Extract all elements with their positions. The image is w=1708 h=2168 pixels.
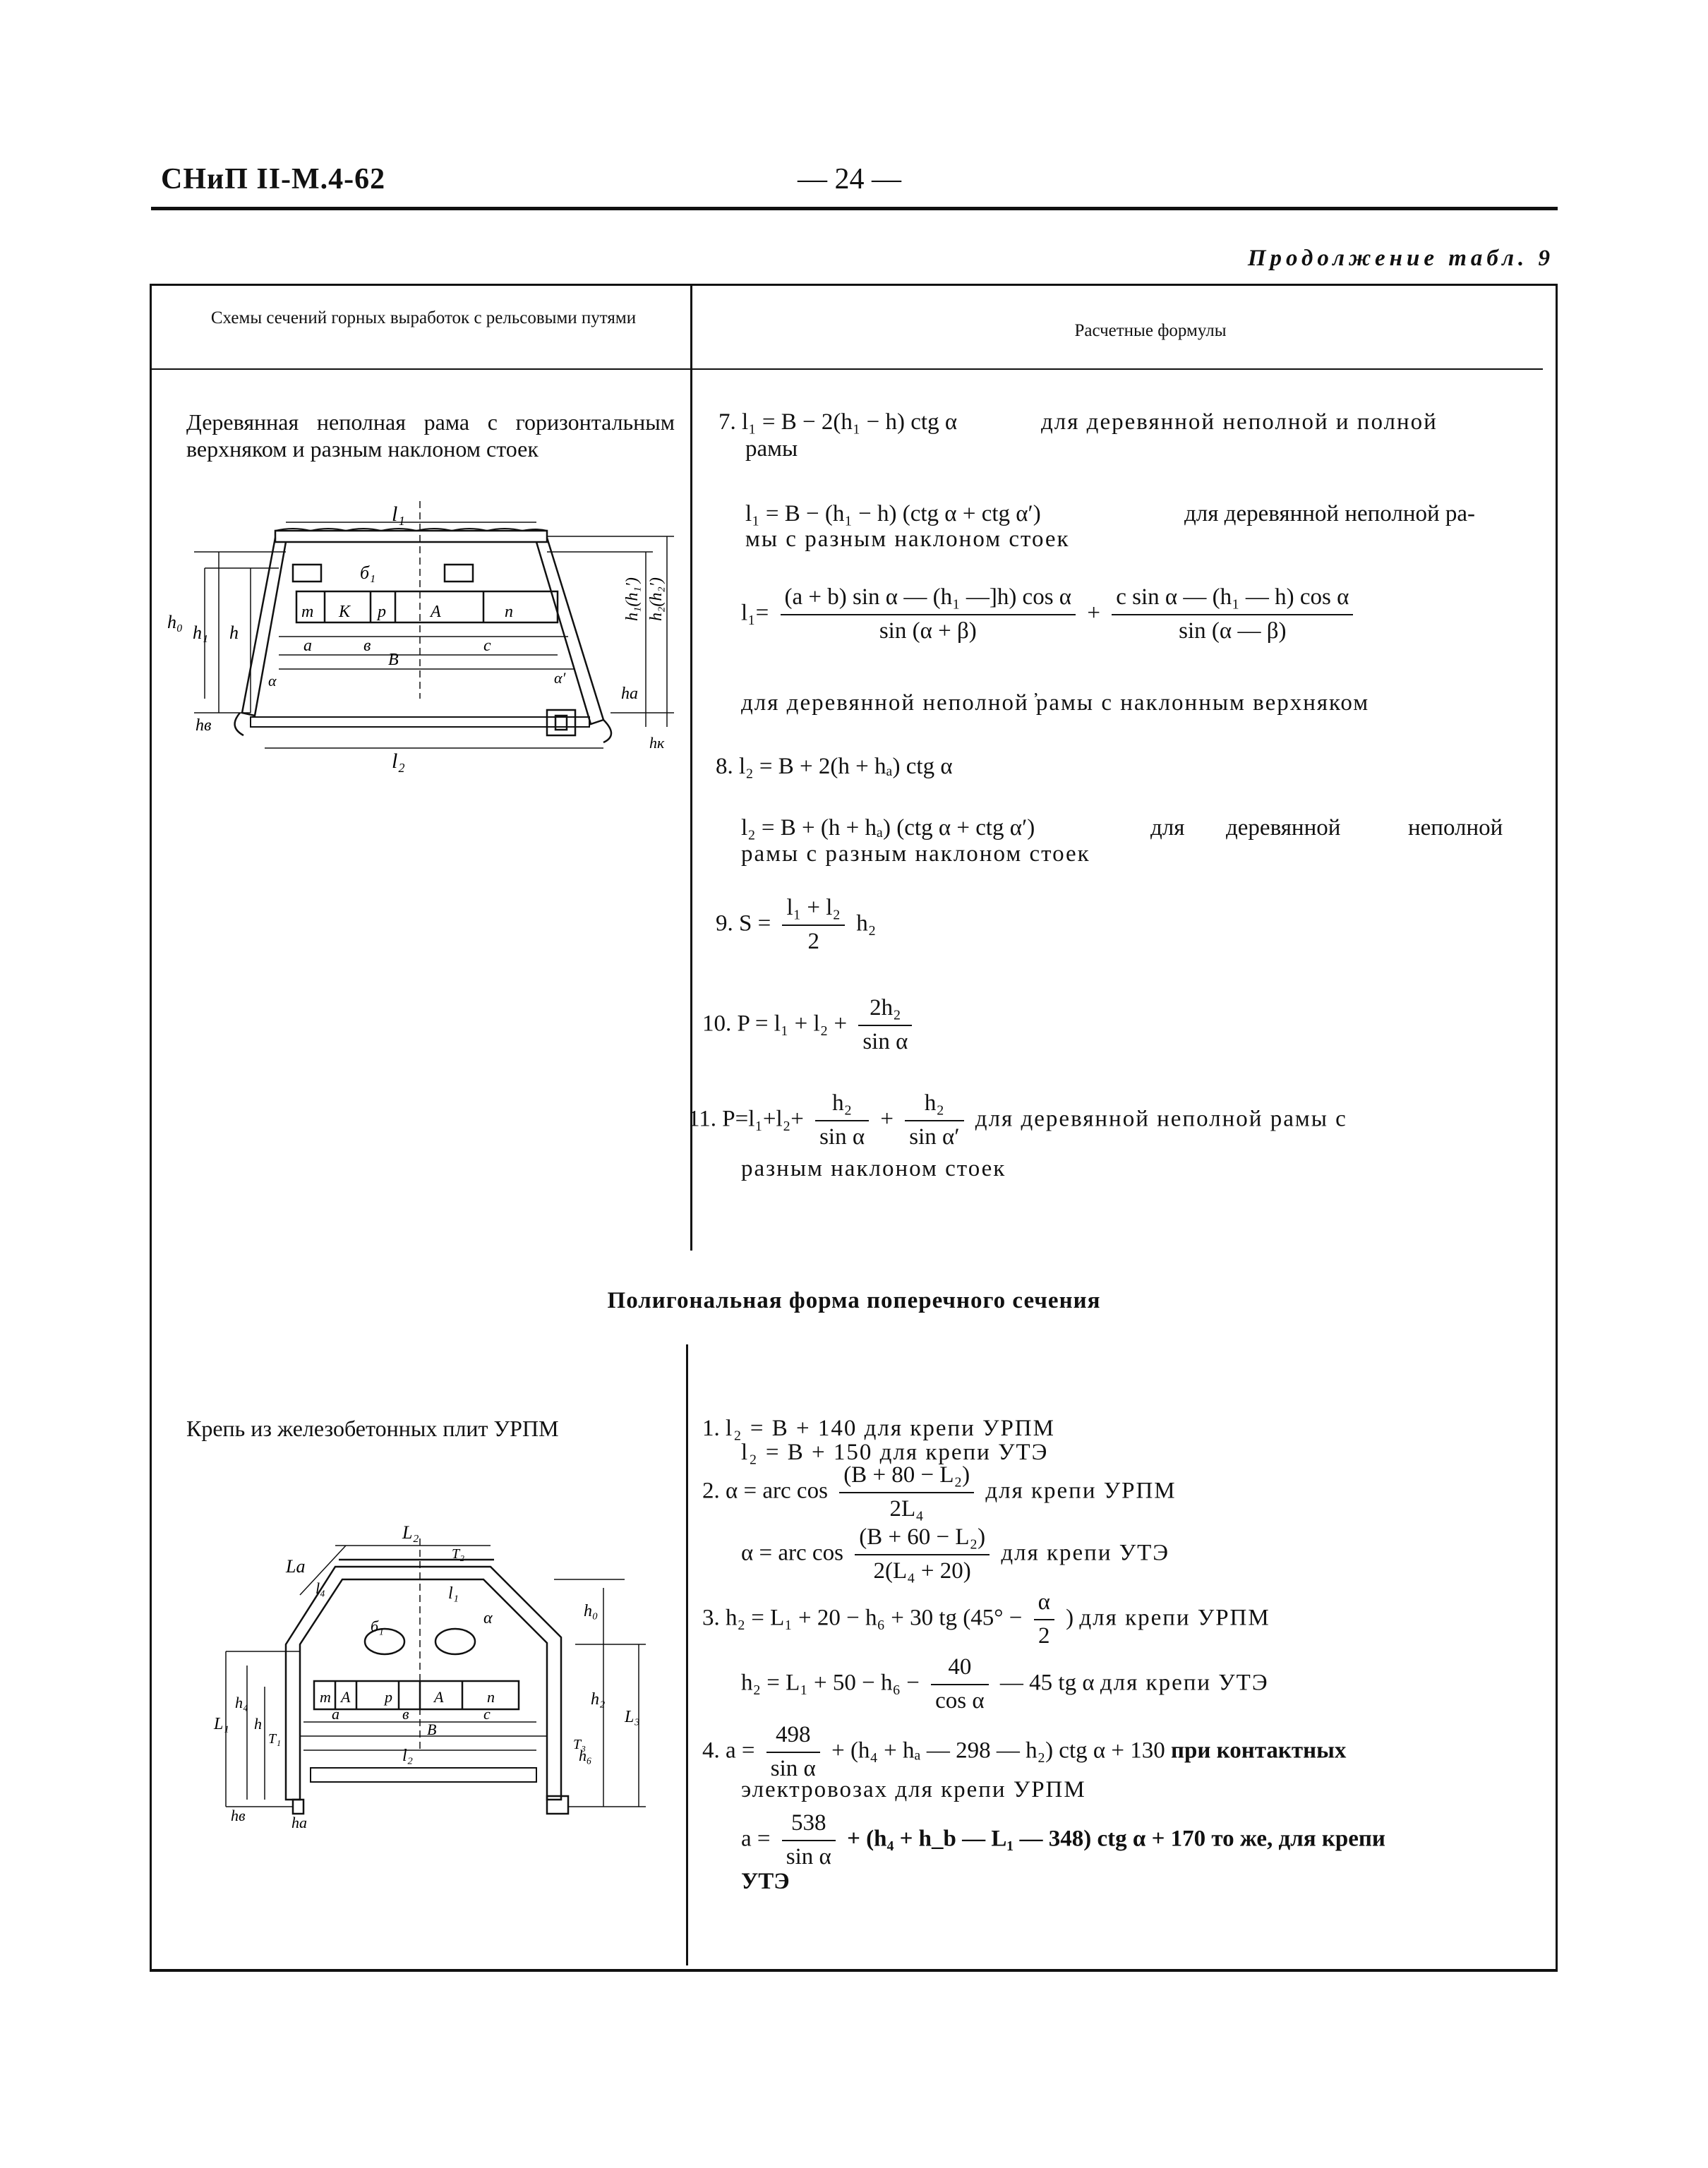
formula-s2-4a-fraction: $\frac{498}{\text{sin α}}$ — [766, 1722, 820, 1783]
diagram-urpm-lining — [152, 1517, 688, 1831]
label-l2: l₂ — [402, 1747, 414, 1765]
label-l4: l₄ — [315, 1579, 325, 1597]
formula-s2-3a: 3. h₂ = L₁ + 20 − h₆ + 30 tg (45° − $\frac{\alpha}{2}$ ) для крепи УРПМ — [702, 1589, 1270, 1649]
column-header-formulas: Расчетные формулы — [1074, 321, 1227, 340]
formula-8b-note-a: для — [1150, 815, 1185, 841]
diagram-wooden-frame — [152, 487, 688, 773]
table-top-rule — [151, 284, 1558, 286]
formula-s2-2b: α = arc cos $\frac{\text{(B + 60 − L₂)}}{\text{2(L₄ + 20)}}$ для крепи УТЭ — [741, 1524, 1170, 1584]
formula-10: 10. P = l₁ + l₂ + $\frac{\text{2h₂}}{\text{sin α}}$ — [702, 995, 918, 1056]
formula-10-fraction: $\frac{\text{2h₂}}{\text{sin α}}$ — [858, 995, 912, 1056]
label-m: m — [320, 1688, 331, 1706]
label-l1: l₁ — [448, 1584, 459, 1603]
label-h: h — [254, 1715, 262, 1733]
label-alpha: α — [483, 1609, 493, 1627]
page-number: — 24 — — [798, 163, 901, 195]
formula-7-note-cont: рамы — [745, 436, 798, 462]
formula-s2-4a: 4. a = $\frac{498}{\text{sin α}}$ + (h₄ + hₐ — 298 — h₂) ctg α + 130 при контактных — [702, 1722, 1347, 1781]
formula-7: 7. l₁ = B − 2(h₁ − h) ctg α — [718, 409, 958, 435]
formula-s2-4a-note-cont: электровозах для крепи УРПМ — [741, 1777, 1086, 1802]
label-T1: T₁ — [268, 1731, 282, 1747]
label-B: В — [427, 1721, 437, 1738]
table-continuation-caption: Продолжение табл. 9 — [1247, 246, 1554, 271]
section-heading-polygonal: Полигональная форма поперечного сечения — [607, 1288, 1101, 1313]
formula-7c: l₁= $\frac{\text{(a + b) sin α — (h₁ —]h) cos α}}{\sin (\alpha + \beta)}$ + $\frac{\text{c sin α — (h₁ — h) cos α}}{\sin (\alpha — \beta)}$ — [741, 584, 1359, 645]
formula-s2-4b-fraction: $\frac{538}{\text{sin α}}$ — [782, 1810, 836, 1871]
label-B: В — [388, 651, 399, 669]
label-n: п — [487, 1688, 495, 1706]
label-hv: hв — [231, 1807, 246, 1824]
label-p: р — [378, 603, 386, 621]
formula-8: 8. l₂ = B + 2(h + hₐ) ctg α — [716, 754, 953, 779]
label-h6: h₆ — [579, 1747, 592, 1764]
label-h0: h₀ — [167, 612, 184, 632]
label-ha: hа — [621, 685, 638, 703]
formula-s2-1a: 1. l₂ = B + 140 для крепи УРПМ — [702, 1416, 1055, 1441]
label-m: m — [301, 603, 314, 621]
label-A2: А — [434, 1688, 444, 1706]
formula-11: 11. P=l₁+l₂+ $\frac{\text{h₂}}{\text{sin α}}$ + $\frac{\text{h₂}}{\text{sin α′}}$ для деревянной неполной рамы с — [688, 1090, 1347, 1150]
label-l1: l₁ — [392, 502, 405, 526]
formula-8b-note-cont: рамы с разным наклоном стоек — [741, 841, 1090, 867]
formula-7b-note: для деревянной неполной ра- — [1184, 501, 1476, 526]
label-L2: L₂ — [402, 1522, 419, 1543]
label-h1: h₁ — [193, 622, 209, 643]
label-c: с — [483, 637, 491, 655]
label-T3: T₃ — [573, 1737, 587, 1752]
label-b: в — [402, 1705, 409, 1723]
formula-s2-2b-fraction: $\frac{\text{(B + 60 − L₂)}}{\text{2(L₄ + 20)}}$ — [855, 1524, 990, 1585]
label-T2: T₂ — [452, 1546, 465, 1562]
label-c: с — [483, 1705, 491, 1723]
section1-title: Деревянная неполная рама с горизонтальным верхняком и разным наклоном стоек — [186, 409, 675, 462]
formula-s2-1b: l₂ = B + 150 для крепи УТЭ — [741, 1440, 1049, 1465]
formula-11-note-cont: разным наклоном стоек — [741, 1156, 1006, 1181]
label-b1: б₁ — [360, 562, 376, 583]
formula-7c-fraction-1: $\frac{\text{(a + b) sin α — (h₁ —]h) cos α}}{\sin (\alpha + \beta)}$ — [781, 584, 1076, 645]
label-k: К — [339, 603, 350, 621]
label-b: в — [363, 637, 371, 655]
formula-11-fraction-2: $\frac{\text{h₂}}{\text{sin α′}}$ — [905, 1090, 963, 1151]
label-hv: hв — [196, 716, 212, 735]
formula-s2-3a-fraction: $\frac{\alpha}{2}$ — [1034, 1589, 1054, 1650]
header-rule — [151, 207, 1558, 210]
formula-9-fraction: $\frac{\text{l₁ + l₂}}{2}$ — [782, 895, 844, 956]
header-bottom-rule — [151, 368, 1543, 370]
formula-s2-4b: a = $\frac{538}{\text{sin α}}$ + (h₄ + h_b — L₁ — 348) ctg α + 170 то же, для крепи — [741, 1810, 1385, 1869]
label-La: La — [286, 1556, 306, 1577]
formula-s2-2a-fraction: $\frac{\text{(B + 80 − L₂)}}{\text{2L₄}}$ — [839, 1462, 974, 1523]
label-A: А — [431, 603, 441, 621]
label-alpha: α — [268, 672, 277, 689]
label-h0: h₀ — [584, 1602, 599, 1620]
label-h1-right: h₁(h₁′) — [623, 577, 642, 621]
label-p: р — [385, 1688, 392, 1706]
formula-8b: l₂ = B + (h + hₐ) (ctg α + ctg α′) — [741, 815, 1035, 841]
label-b1: б₁ — [371, 1618, 384, 1635]
formula-s2-3b-fraction: $\frac{40}{\text{cos α}}$ — [931, 1654, 989, 1715]
label-h: h — [229, 622, 239, 643]
formula-9: 9. S = $\frac{\text{l₁ + l₂}}{2}$ h₂ — [716, 895, 877, 954]
formula-7c-fraction-2: $\frac{\text{c sin α — (h₁ — h) cos α}}{\sin (\alpha — \beta)}$ — [1112, 584, 1353, 645]
section2-title: Крепь из железобетонных плит УРПМ — [186, 1416, 559, 1441]
formula-11-fraction-1: $\frac{\text{h₂}}{\text{sin α}}$ — [815, 1090, 869, 1151]
label-l2: l₂ — [392, 749, 405, 773]
table-right-rule — [1556, 284, 1558, 1969]
label-h2: h₂ — [591, 1690, 606, 1709]
label-hk: hк — [649, 734, 665, 752]
table-bottom-rule — [150, 1969, 1558, 1972]
label-A1: А — [341, 1688, 351, 1706]
label-alpha-prime: α′ — [554, 669, 566, 687]
document-code: СНиП II-М.4-62 — [161, 163, 386, 195]
label-h2-right: h₂(h₂′) — [647, 577, 666, 621]
label-h4: h₄ — [235, 1694, 248, 1711]
formula-7b-note-cont: мы с разным наклоном стоек — [745, 526, 1070, 552]
formula-7b: l₁ = B − (h₁ − h) (ctg α + ctg α′) — [745, 501, 1041, 526]
formula-7c-note: для деревянной неполной ̕рамы с наклонным верхняком — [741, 690, 1370, 716]
label-a: а — [303, 637, 312, 655]
label-a: а — [332, 1705, 339, 1723]
label-L3: L₃ — [625, 1708, 640, 1726]
formula-s2-4b-note-cont: УТЭ — [741, 1869, 790, 1894]
formula-7-note: для деревянной неполной и полной — [1041, 409, 1438, 435]
label-n: п — [505, 603, 513, 621]
column-header-schemes: Схемы сечений горных выработок с рельсовыми путями — [210, 308, 637, 327]
formula-s2-2a: 2. α = arc cos $\frac{\text{(B + 80 − L₂)}}{\text{2L₄}}$ для крепи УРПМ — [702, 1462, 1177, 1522]
formula-8b-note-b: деревянной — [1226, 815, 1341, 841]
formula-8b-note-c: неполной — [1408, 815, 1503, 841]
label-L1: L₁ — [214, 1715, 229, 1733]
label-ha: hа — [291, 1814, 307, 1831]
formula-s2-3b: h₂ = L₁ + 50 − h₆ − $\frac{40}{\text{cos α}}$ — 45 tg α для крепи УТЭ — [741, 1654, 1269, 1714]
